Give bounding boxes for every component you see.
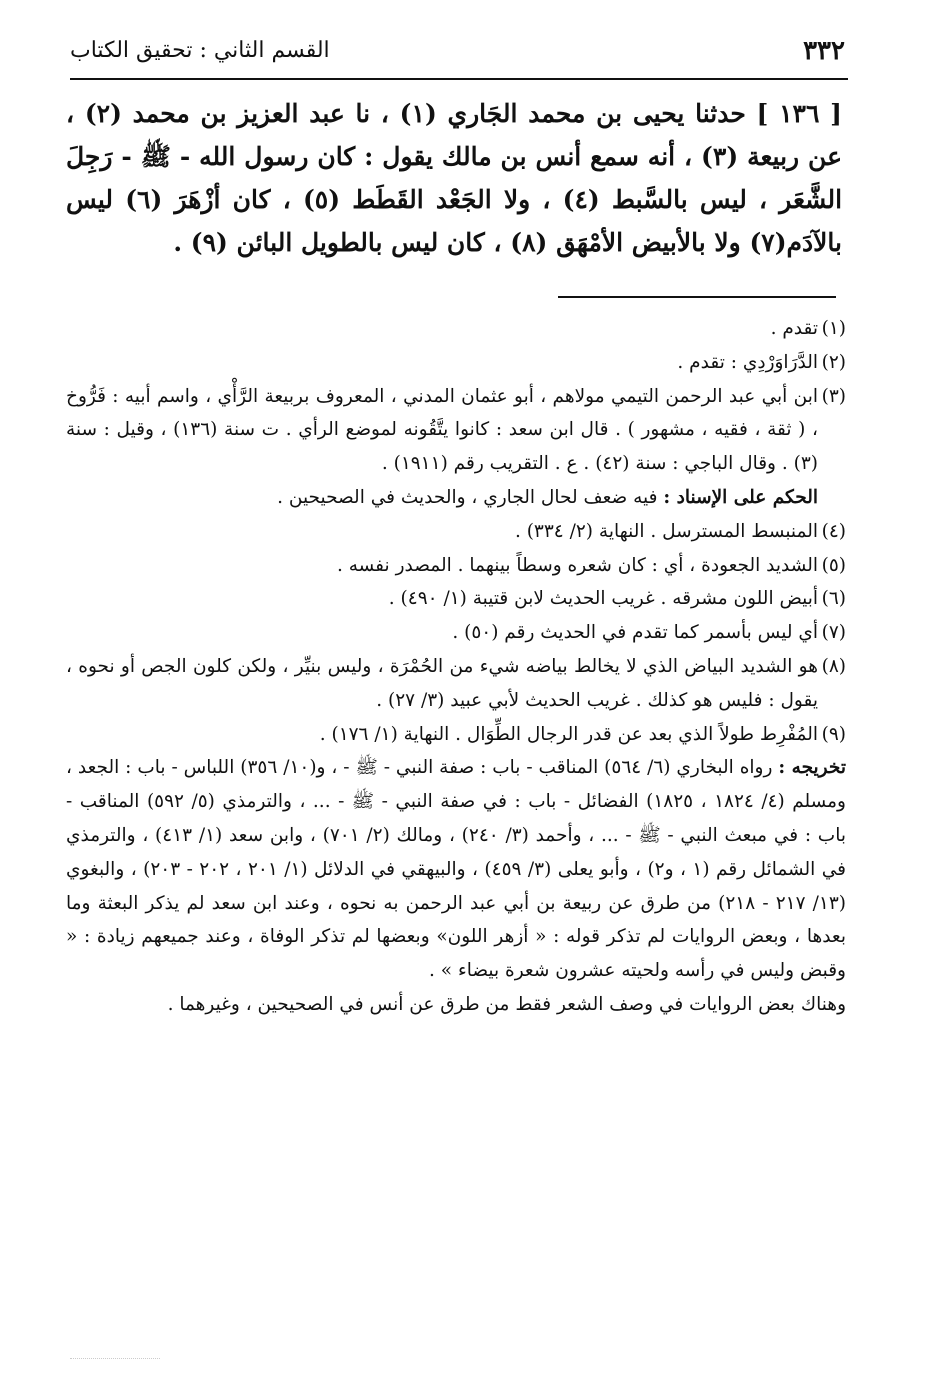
footnote-3 [66,380,846,481]
header-divider [70,78,848,80]
footnote-4 [66,515,846,549]
isnad-ruling-label: الحكم على الإسناد : [663,486,818,508]
footnote-text: المُفْرِط طولاً الذي بعد عن قدر الرجال الطِّوَال . النهاية (١/ ١٧٦) . [319,723,818,745]
isnad-ruling [66,481,846,515]
footnote-text: المنبسط المسترسل . النهاية (٢/ ٣٣٤) . [514,520,818,542]
footnote-7 [66,616,846,650]
additional-note: وهناك بعض الروايات في وصف الشعر فقط من طرق عن أنس في الصحيحين ، وغيرهما . [167,993,846,1015]
footnote-text: أبيض اللون مشرقه . غريب الحديث لابن قتيبة (١/ ٤٩٠) . [388,588,818,610]
footnotes-section [66,312,846,1022]
takhrij-text: رواه البخاري (٦/ ٥٦٤) المناقب - باب : صفة النبي - ﷺ - ، و(١٠/ ٣٥٦) اللباس - باب : الجعد ، ومسلم (٤/ ١٨٢٤ ، ١٨٢٥) الفضائل - باب : في صفة النبي - ﷺ - ... ، والترمذي (٥/ ٥٩٢) المناقب - باب : في مبعث النبي - ﷺ - ... ، وأحمد (٣/ ٢٤٠) ، ومالك (٢/ ٧٠١) ، وابن سعد (١/ ٤١٣) ، والترمذي في الشمائل رقم (١ ، و٢) ، وأبو يعلى (٣/ ٤٥٩) ، والبيهقي في الدلائل (١/ ٢٠١ ، ٢٠٢ - ٢٠٣) ، والبغوي (١٣/ ٢١٧ - ٢١٨) من طرق عن ربيعة بن أبي عبد الرحمن به نحوه ، وعند ابن سعد لم يذكر البعثة وما بعدها ، وبعض الروايات لم تذكر قوله : « أزهر اللون» وبعضها لم تذكر الوفاة ، وعند جميعهم زيادة : « وقبض وليس في رأسه ولحيته عشرون شعرة بيضاء » . [66,757,847,982]
footnote-text: هو الشديد البياض الذي لا يخالط بياضه شيء من الحُمْرَة ، وليس بنيِّر ، ولكن كلون الجص أو نحوه ، يقول : فليس هو كذلك . غريب الحديث لأبي عبيد (٣/ ٢٧) . [66,655,818,711]
footnote-6 [66,582,846,616]
section-title: القسم الثاني : تحقيق الكتاب [70,38,330,63]
footnote-5 [66,549,846,583]
scan-artifact [70,1358,160,1359]
hadith-block [66,92,842,264]
footnote-number: (٣) [821,385,846,407]
footnote-8 [66,650,846,718]
footnote-2 [66,346,846,380]
page-header [70,36,845,76]
footnote-text: تقدم . [770,318,818,339]
footnote-number: (٨) [821,655,846,677]
footnote-number: (٥) [821,554,846,576]
footnote-text: الدَّرَاوَرْدِي : تقدم . [677,351,818,373]
footnote-text: الشديد الجعودة ، أي : كان شعره وسطاً بينهما . المصدر نفسه . [337,554,818,576]
footnote-divider [558,296,836,298]
footnote-1 [66,312,846,346]
footnote-number: (٩) [821,723,846,745]
footnote-9 [66,718,846,752]
takhrij-paragraph [66,751,846,988]
footnote-number: (٤) [821,520,846,542]
footnote-text: أي ليس بأسمر كما تقدم في الحديث رقم (٥٠) . [452,622,818,644]
hadith-text: [ ١٣٦ ] حدثنا يحيى بن محمد الجَاري (١) ، نا عبد العزيز بن محمد (٢) ، عن ربيعة (٣) ، أنه سمع أنس بن مالك يقول : كان رسول الله - ﷺ - رَجِلَ الشَّعَر ، ليس بالسَّبط (٤) ، ولا الجَعْد القَطَط (٥) ، كان أزْهَرَ (٦) ليس بالآدَم(٧) ولا بالأبيض الأمْهَق (٨) ، كان ليس بالطويل البائن (٩) . [66,99,843,257]
footnote-number: (٢) [821,351,846,373]
page-number: ٣٣٢ [803,36,845,66]
footnote-number: (٦) [821,588,846,610]
isnad-ruling-text: فيه ضعف لحال الجاري ، والحديث في الصحيحين . [277,486,658,508]
footnote-number: (١) [821,318,846,339]
footnote-text: ابن أبي عبد الرحمن التيمي مولاهم ، أبو عثمان المدني ، المعروف بربيعة الرَّأْي ، واسم أبيه : فَرُّوخ ، ( ثقة ، فقيه ، مشهور ) . قال ابن سعد : كانوا يتَّقُونه لموضع الرأي . ت سنة (١٣٦) ، وقيل : سنة (٣) . وقال الباجي : سنة (٤٢) . ع . التقريب رقم (١٩١١) . [66,385,818,475]
footnote-number: (٧) [821,622,846,644]
takhrij-label: تخريجه : [778,757,846,779]
